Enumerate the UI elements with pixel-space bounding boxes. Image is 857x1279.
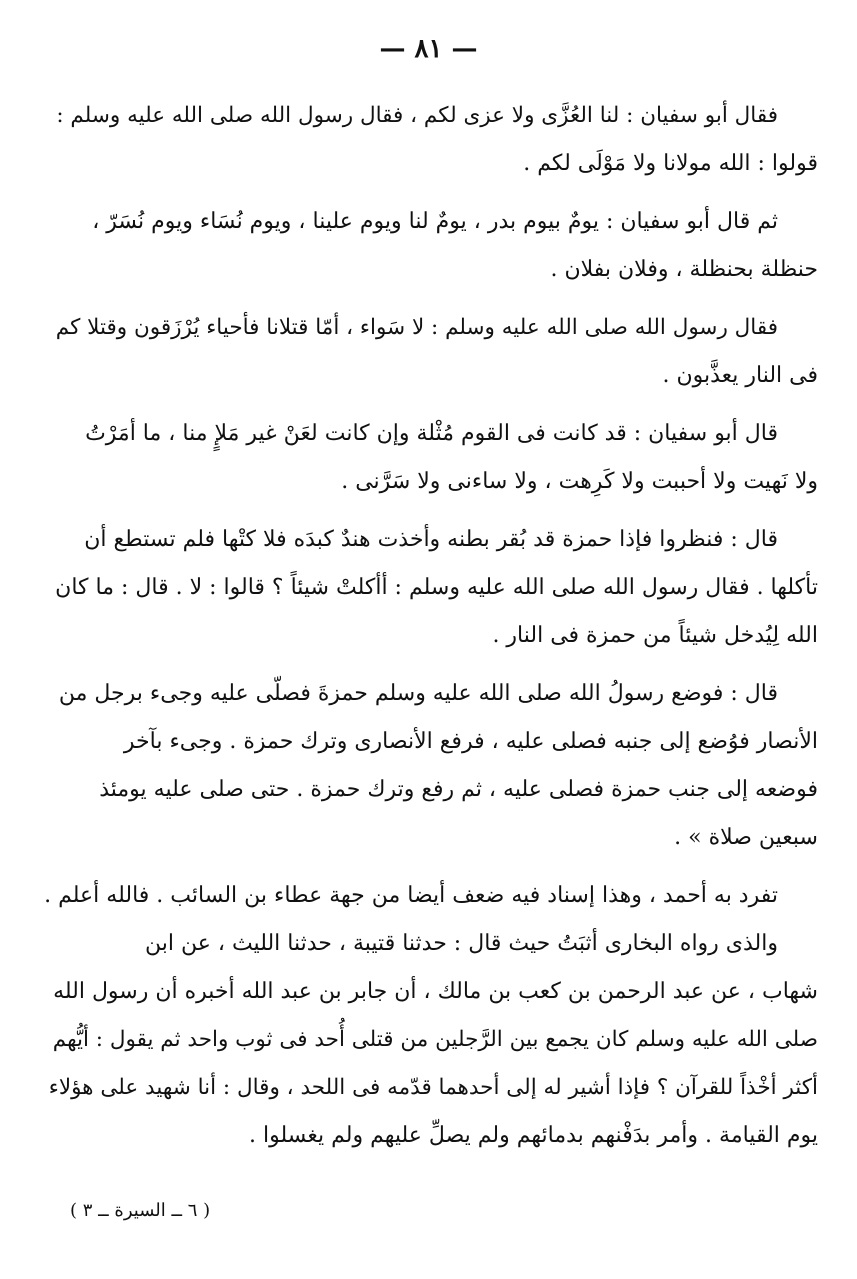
text-line: أكثر أخْذاً للقرآن ؟ فإذا أشير له إلى أحدهما قدّمه فى اللحد ، وقال : أنا شهيد على هؤلاء [48, 1075, 818, 1100]
text-line: الله لِيُدخل شيئاً من حمزة فى النار . [492, 623, 818, 648]
text-line: فقال أبو سفيان : لنا العُزَّى ولا عزى لكم ، فقال رسول الله صلى الله عليه وسلم : [56, 103, 778, 128]
paragraph [42, 410, 818, 506]
text-line: قال أبو سفيان : قد كانت فى القوم مُثْلة وإن كانت لعَنْ غير مَلإٍ منا ، ما أمَرْتُ [85, 421, 778, 446]
text-line: قولوا : الله مولانا ولا مَوْلَى لكم . [523, 151, 818, 176]
text-line: حنظلة بحنظلة ، وفلان بفلان . [550, 257, 818, 282]
text-line: تأكلها . فقال رسول الله صلى الله عليه وسلم : أأكلتْ شيئاً ؟ قالوا : لا . قال : ما كان [55, 575, 818, 600]
text-line: والذى رواه البخارى أثبَتُ حيث قال : حدثنا قتيبة ، حدثنا الليث ، عن ابن [145, 931, 778, 956]
text-line: ثم قال أبو سفيان : يومٌ بيوم بدر ، يومٌ لنا ويوم علينا ، ويوم نُسَاء ويوم نُسَرّ ، [92, 209, 778, 234]
text-line: يوم القيامة . وأمر بدَفْنهم بدمائهم ولم يصلِّ عليهم ولم يغسلوا . [249, 1123, 818, 1148]
paragraph [42, 872, 818, 1160]
paragraph [42, 670, 818, 862]
page-number: — ٨١ — [379, 34, 478, 64]
text-line: الأنصار فوُضع إلى جنبه فصلى عليه ، فرفع الأنصارى وترك حمزة . وجىء بآخر [123, 729, 818, 754]
text-line: تفرد به أحمد ، وهذا إسناد فيه ضعف أيضا من جهة عطاء بن السائب . فالله أعلم . [44, 883, 778, 908]
text-line: قال : فوضع رسولُ الله صلى الله عليه وسلم حمزةَ فصلّى عليه وجىء برجل من [58, 681, 778, 706]
paragraph [42, 198, 818, 294]
paragraph [42, 92, 818, 188]
text-line: شهاب ، عن عبد الرحمن بن كعب بن مالك ، أن جابر بن عبد الله أخبره أن رسول الله [53, 979, 818, 1004]
text-line: صلى الله عليه وسلم كان يجمع بين الرَّجلين من قتلى أُحد فى ثوب واحد ثم يقول : أيُّهم [52, 1027, 818, 1052]
body-text [42, 92, 818, 1160]
text-line: ولا نَهيت ولا أحببت ولا كَرِهت ، ولا ساءنى ولا سَرَّنى . [341, 469, 818, 494]
text-line: فوضعه إلى جنب حمزة فصلى عليه ، ثم رفع وترك حمزة . حتى صلى عليه يومئذ [99, 777, 818, 802]
text-line: فى النار يعذَّبون . [662, 363, 818, 388]
page-footer: ( ٦ ــ السيرة ــ ٣ ) [70, 1200, 211, 1221]
text-line: فقال رسول الله صلى الله عليه وسلم : لا سَواء ، أمّا قتلانا فأحياء يُرْزَقون وقتلا كم [55, 315, 778, 340]
text-line: سبعين صلاة » . [674, 825, 818, 850]
paragraph [42, 516, 818, 660]
paragraph [42, 304, 818, 400]
text-line: قال : فنظروا فإذا حمزة قد بُقر بطنه وأخذت هندٌ كبدَه فلا كتْها فلم تستطع أن [84, 527, 778, 552]
